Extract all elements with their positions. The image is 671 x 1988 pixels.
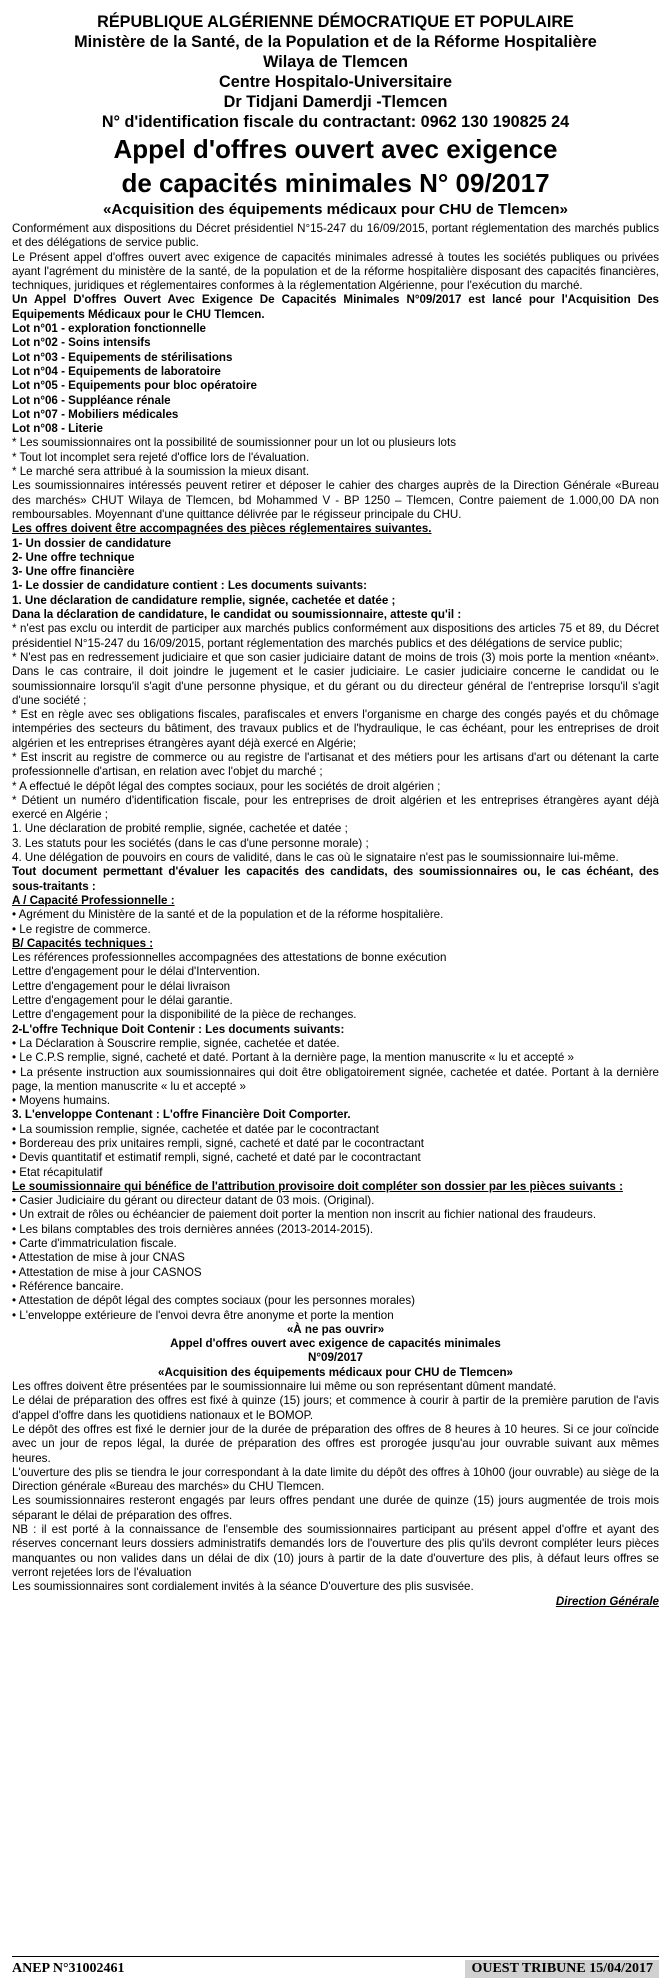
notice-header (12, 12, 659, 220)
notice-paragraph: Dana la déclaration de candidature, le candidat ou soumissionnaire, atteste qu'il : (12, 608, 462, 622)
notice-paragraph: • Etat récapitulatif (12, 1165, 103, 1179)
notice-paragraph: • La Déclaration à Souscrire remplie, signée, cachetée et datée. (12, 1036, 340, 1050)
notice-paragraph: Un Appel D'offres Ouvert Avec Exigence De Capacités Minimales N°09/2017 est lancé pour l'Acquisition Des Equipements Médicaux pour le CHU Tlemcen. (12, 293, 659, 321)
hospital-name: Dr Tidjani Damerdji -Tlemcen (223, 93, 448, 111)
anep-reference: ANEP N°31002461 (12, 1960, 125, 1976)
notice-paragraph: • Devis quantitatif et estimatif rempli, signé, cacheté et daté par le cocontractant (12, 1151, 421, 1165)
notice-paragraph: • Carte d'immatriculation fiscale. (12, 1237, 177, 1251)
notice-paragraph: • La soumission remplie, signée, cachetée et datée par le cocontractant (12, 1122, 379, 1136)
hospital-line: Centre Hospitalo-Universitaire (219, 73, 452, 91)
notice-paragraph: N°09/2017 (308, 1351, 363, 1365)
notice-paragraph: «Acquisition des équipements médicaux pour CHU de Tlemcen» (158, 1365, 513, 1379)
notice-paragraph: • Casier Judiciaire du gérant ou directeur datant de 03 mois. (Original). (12, 1194, 375, 1208)
notice-paragraph: 2-L'offre Technique Doit Contenir : Les documents suivants: (12, 1022, 345, 1036)
notice-paragraph: Lettre d'engagement pour le délai d'Intervention. (12, 965, 261, 979)
notice-title-line1: Appel d'offres ouvert avec exigence (113, 134, 558, 164)
notice-paragraph: * n'est pas exclu ou interdit de participer aux marchés publics conformément aux dispositions des articles 75 et 89, du Décret présidentiel N°15-247 du 16/09/2015, portant réglementation des marchés publics et des délégations de service public; (12, 622, 659, 650)
notice-paragraph: * Est en règle avec ses obligations fiscales, parafiscales et envers l'organisme en charge des congés payés et du chômage intempéries des secteurs du bâtiment, des travaux publics et de l'hydraulique, le cas échéant, pour les entreprises de droit algérien et les entreprises étrangères ayant déjà exercé en Algérie; (12, 708, 659, 750)
notice-paragraph: Lot n°08 - Literie (12, 422, 103, 436)
notice-paragraph: * Est inscrit au registre de commerce ou au registre de l'artisanat et des métiers pour les artisans d'art ou détenant la carte professionnelle d'artisan, en relation avec l'objet du marché ; (12, 750, 659, 779)
notice-paragraph: • Agrément du Ministère de la santé et de la population et de la réforme hospitalière. (12, 908, 444, 922)
notice-paragraph: 3. Les statuts pour les sociétés (dans le cas d'une personne morale) ; (12, 836, 369, 850)
notice-paragraph: Les offres doivent être accompagnées des pièces réglementaires suivantes. (12, 522, 432, 536)
notice-paragraph: • Un extrait de rôles ou échéancier de paiement doit porter la mention non inscrit au fichier national des fraudeurs. (12, 1208, 597, 1222)
notice-paragraph: * Tout lot incomplet sera rejeté d'office lors de l'évaluation. (12, 450, 310, 464)
notice-paragraph: Lot n°05 - Equipements pour bloc opératoire (12, 379, 257, 393)
notice-paragraph: L'ouverture des plis se tiendra le jour correspondant à la date limite du dépôt des offres à 10h00 (jour ouvrable) au siège de la Direction générale «Bureau des marchés» du CHU Tlemcen. (12, 1465, 659, 1494)
ministry-line: Ministère de la Santé, de la Population et de la Réforme Hospitalière (74, 33, 597, 51)
notice-paragraph: 1- Un dossier de candidature (12, 536, 172, 550)
notice-paragraph: Les soumissionnaires sont cordialement invités à la séance D'ouverture des plis susvisée. (12, 1580, 474, 1594)
notice-paragraph: Lot n°02 - Soins intensifs (12, 336, 151, 350)
notice-paragraph: Les soumissionnaires resteront engagés par leurs offres pendant une durée de quinze (15) jours augmentée de trois mois séparant le délai de préparation des offres. (12, 1494, 659, 1522)
notice-paragraph: • Le C.P.S remplie, signé, cacheté et daté. Portant à la dernière page, la mention manuscrite « lu et accepté » (12, 1051, 574, 1065)
notice-paragraph: 3. L'enveloppe Contenant : L'offre Financière Doit Comporter. (12, 1108, 351, 1122)
notice-paragraph: • Attestation de mise à jour CASNOS (12, 1265, 202, 1279)
notice-paragraph: 3- Une offre financière (12, 565, 135, 579)
republic-title: RÉPUBLIQUE ALGÉRIENNE DÉMOCRATIQUE ET POPULAIRE (97, 13, 574, 31)
wilaya-line: Wilaya de Tlemcen (263, 53, 408, 71)
notice-paragraph: 2- Une offre technique (12, 550, 135, 564)
notice-paragraph: 1. Une déclaration de candidature remplie, signée, cachetée et datée ; (12, 593, 396, 607)
notice-paragraph: Conformément aux dispositions du Décret présidentiel N°15-247 du 16/09/2015, portant réglementation des marchés publics et des délégations de service public. (12, 222, 659, 250)
notice-paragraph: * N'est pas en redressement judiciaire et que son casier judiciaire datant de moins de trois (3) mois porte la mention «néant». Dans le cas contraire, il doit joindre le jugement et le casier judiciaire. Le casier judiciaire concerne le candidat ou le soumissionnaire lorsqu'il s'agit d'une personne physique, et du gérant ou du directeur général de l'entreprise lorsqu'il s'agit d'une société ; (12, 650, 659, 707)
notice-paragraph: • Référence bancaire. (12, 1279, 124, 1293)
newspaper-reference: OUEST TRIBUNE 15/04/2017 (465, 1960, 659, 1978)
notice-paragraph: Direction Générale (555, 1594, 659, 1608)
notice-paragraph: * Le marché sera attribué à la soumission la mieux disant. (12, 465, 310, 479)
notice-paragraph: Lettre d'engagement pour la disponibilité de la pièce de rechanges. (12, 1008, 357, 1022)
notice-paragraph: B/ Capacités techniques : (12, 936, 154, 950)
notice-paragraph: NB : il est porté à la connaissance de l'ensemble des soumissionnaires participant au présent appel d'offre et ayant des réserves concernant leurs dossiers administratifs demandés lors de l'ouverture des plis qu'ils devront compléter leurs pièces manquantes ou non valides dans un délai de dix (10) jours à partir de la date d'ouverture des plis, à défaut leurs offres se verront rejetées lors de l'évaluation (12, 1523, 659, 1579)
notice-paragraph: «À ne pas ouvrir» (286, 1322, 385, 1336)
notice-subtitle: «Acquisition des équipements médicaux pour CHU de Tlemcen» (102, 201, 568, 218)
notice-paragraph: Le dépôt des offres est fixé le dernier jour de la durée de préparation des offres de 8 heures à 10 heures. Si ce jour coïncide avec un jour de repos légal, la durée de préparation des offres est prorogée jusqu'au jour ouvrable suivant aux mêmes heures. (12, 1422, 659, 1465)
notice-paragraph: Le soumissionnaire qui bénéfice de l'attribution provisoire doit compléter son dossier par les pièces suivants : (12, 1179, 623, 1193)
notice-paragraph: Les références professionnelles accompagnées des attestations de bonne exécution (12, 951, 447, 965)
notice-paragraph: Lot n°01 - exploration fonctionnelle (12, 322, 207, 336)
notice-body (12, 222, 659, 1609)
notice-paragraph: Les offres doivent être présentées par le soumissionnaire lui même ou son représentant dûment mandaté. (12, 1380, 557, 1394)
notice-paragraph: 1- Le dossier de candidature contient : Les documents suivants: (12, 579, 367, 593)
fiscal-id: N° d'identification fiscale du contractant: 0962 130 190825 24 (101, 113, 570, 131)
notice-paragraph: Tout document permettant d'évaluer les capacités des candidats, des soumissionnaires ou, le cas échéant, des sous-traitants : (12, 865, 659, 893)
notice-title-line2: de capacités minimales N° 09/2017 (121, 168, 550, 198)
notice-paragraph: 4. Une délégation de pouvoirs en cours de validité, dans le cas où le signataire n'est pas le soumissionnaire lui-même. (12, 851, 619, 865)
notice-paragraph: Lot n°04 - Equipements de laboratoire (12, 364, 221, 378)
notice-paragraph: Lot n°03 - Equipements de stérilisations (12, 350, 233, 364)
notice-paragraph: 1. Une déclaration de probité remplie, signée, cachetée et datée ; (12, 822, 348, 836)
notice-paragraph: • Attestation de dépôt légal des comptes sociaux (pour les personnes morales) (12, 1294, 415, 1308)
notice-paragraph: A / Capacité Professionnelle : (12, 893, 175, 907)
notice-paragraph: * Détient un numéro d'identification fiscale, pour les entreprises de droit algérien et les entreprises étrangères ayant déjà exercé en Algérie ; (12, 793, 659, 822)
notice-paragraph: Appel d'offres ouvert avec exigence de capacités minimales (170, 1337, 501, 1351)
notice-paragraph: Lot n°07 - Mobiliers médicales (12, 407, 179, 421)
notice-paragraph: • Le registre de commerce. (12, 922, 151, 936)
publication-footer (12, 1956, 659, 1981)
notice-paragraph: • La présente instruction aux soumissionnaires qui doit être obligatoirement signée, cachetée et datée. Portant à la dernière page, la mention manuscrite « lu et accepté » (12, 1065, 659, 1093)
notice-paragraph: Lettre d'engagement pour le délai garantie. (12, 994, 233, 1008)
notice-paragraph: * A effectué le dépôt légal des comptes sociaux, pour les sociétés de droit algérien ; (12, 779, 441, 793)
notice-paragraph: Les soumissionnaires intéressés peuvent retirer et déposer le cahier des charges auprès de la Direction Générale «Bureau des marchés» CHUT Wilaya de Tlemcen, bd Mohammed V - BP 1250 – Tlemcen, Contre paiement de 1.000,00 DA non remboursables. Moyennant d'une quittance délivrée par le régisseur principale du CHU. (12, 479, 659, 521)
notice-paragraph: • Les bilans comptables des trois dernières années (2013-2014-2015). (12, 1222, 374, 1236)
notice-paragraph: Le Présent appel d'offres ouvert avec exigence de capacités minimales adressé à toutes les sociétés publiques ou privées ayant l'agrément du ministère de la santé, de la population et de la réforme hospitalière disposant des capacités financières, techniques, juridiques et réglementaires conformes à la réglementation Algérienne, pour l'exécution du marché. (12, 250, 659, 293)
notice-paragraph: * Les soumissionnaires ont la possibilité de soumissionner pour un lot ou plusieurs lots (12, 436, 457, 450)
notice-paragraph: • L'enveloppe extérieure de l'envoi devra être anonyme et porte la mention (12, 1308, 394, 1322)
notice-paragraph: • Attestation de mise à jour CNAS (12, 1251, 185, 1265)
notice-paragraph: Lettre d'engagement pour le délai livraison (12, 979, 231, 993)
notice-paragraph: Le délai de préparation des offres est fixé à quinze (15) jours; et commence à courir à partir de la première parution de l'avis d'appel d'offre dans les quotidiens nationaux et le BOMOP. (12, 1394, 659, 1422)
notice-paragraph: Lot n°06 - Suppléance rénale (12, 393, 171, 407)
notice-paragraph: • Moyens humains. (12, 1094, 111, 1108)
notice-paragraph: • Bordereau des prix unitaires rempli, signé, cacheté et daté par le cocontractant (12, 1137, 424, 1150)
